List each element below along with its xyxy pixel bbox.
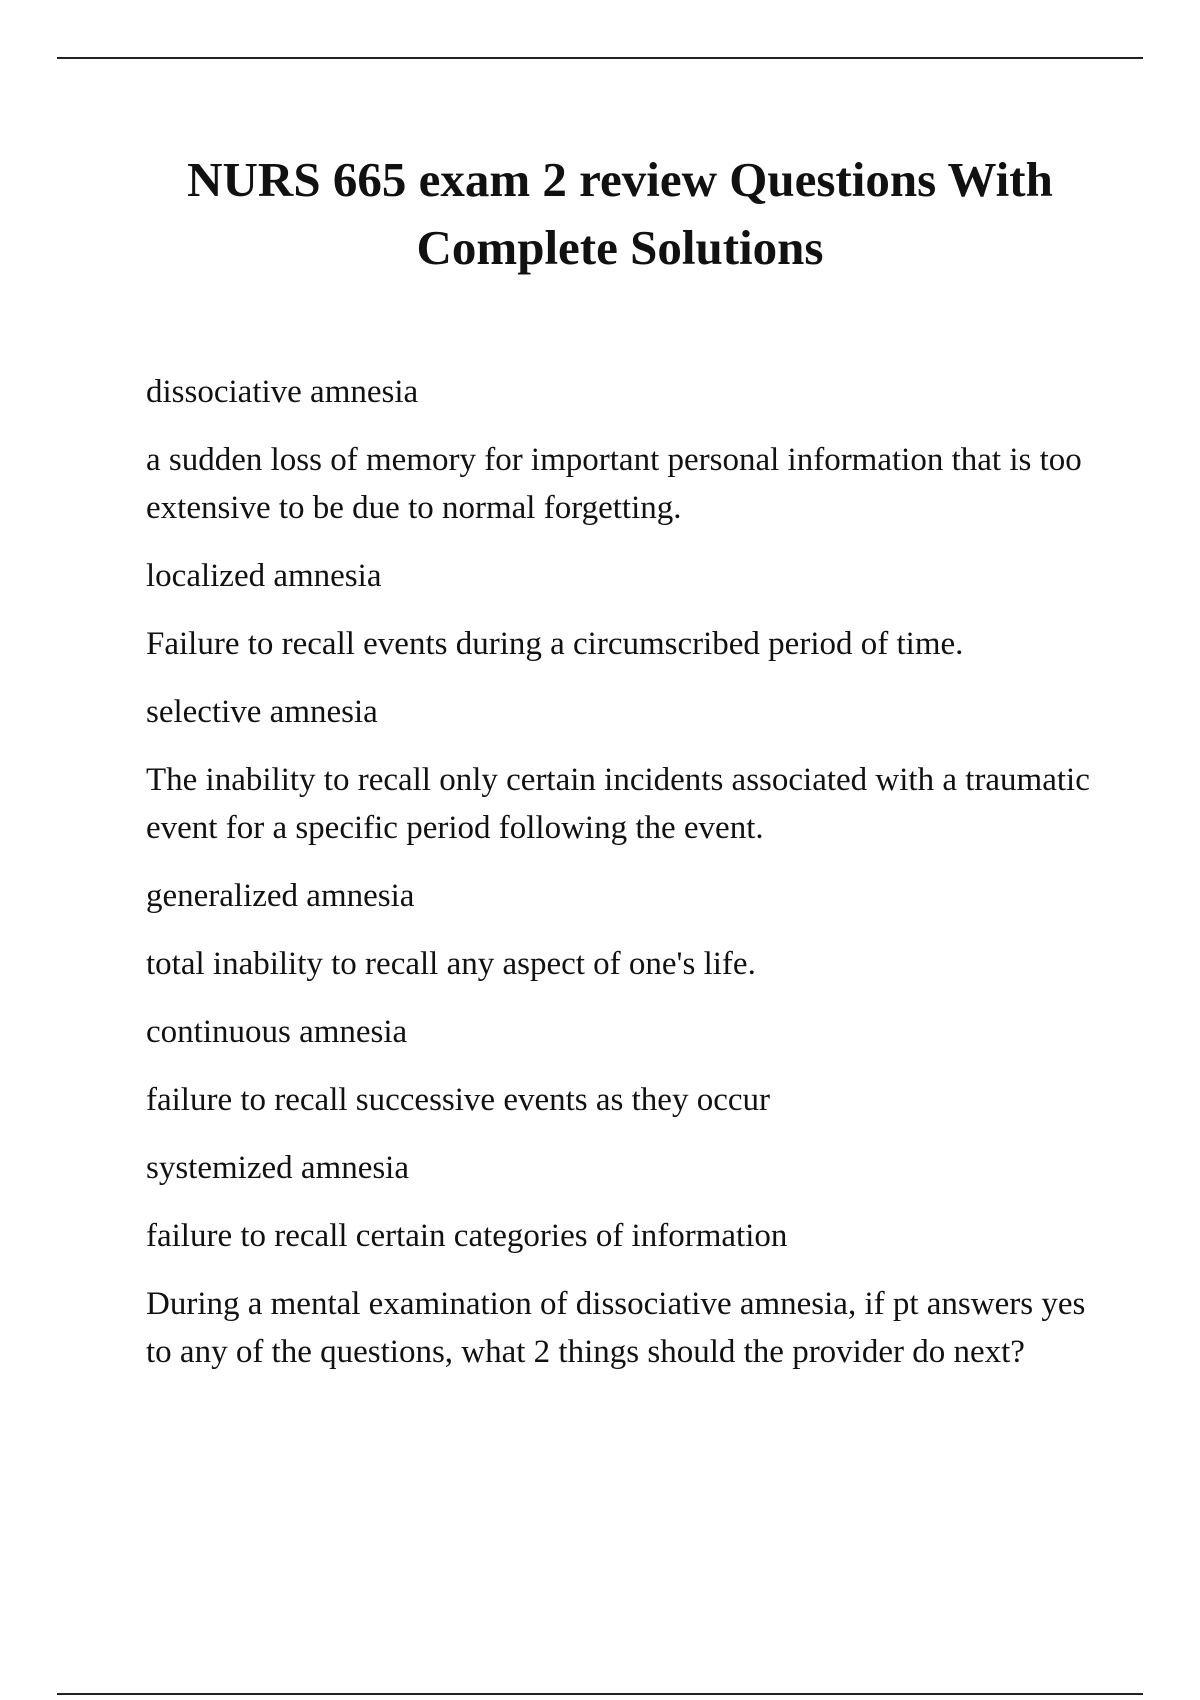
question-mental-examination: During a mental examination of dissociative amnesia, if pt answers yes to any of the questions, what 2 things should the provider do next? (146, 1286, 1086, 1370)
term-systemized-amnesia: systemized amnesia (146, 1150, 410, 1186)
page-title: NURS 665 exam 2 review Questions With Complete Solutions (187, 152, 1053, 275)
definition-dissociative-amnesia: a sudden loss of memory for important personal information that is too extensive to be due to normal forgetting. (146, 442, 1082, 526)
term-dissociative-amnesia: dissociative amnesia (146, 374, 419, 410)
top-divider (57, 57, 1143, 59)
bottom-divider (57, 1693, 1143, 1695)
term-generalized-amnesia: generalized amnesia (146, 878, 415, 914)
definition-localized-amnesia: Failure to recall events during a circumscribed period of time. (146, 626, 964, 662)
definition-systemized-amnesia: failure to recall certain categories of information (146, 1218, 788, 1254)
definition-selective-amnesia: The inability to recall only certain incidents associated with a traumatic event for a specific period following the event. (146, 762, 1090, 846)
definition-generalized-amnesia: total inability to recall any aspect of one's life. (146, 946, 756, 982)
document-body (146, 368, 1106, 1396)
term-continuous-amnesia: continuous amnesia (146, 1014, 408, 1050)
term-selective-amnesia: selective amnesia (146, 694, 378, 730)
definition-continuous-amnesia: failure to recall successive events as they occur (146, 1082, 770, 1118)
term-localized-amnesia: localized amnesia (146, 558, 382, 594)
